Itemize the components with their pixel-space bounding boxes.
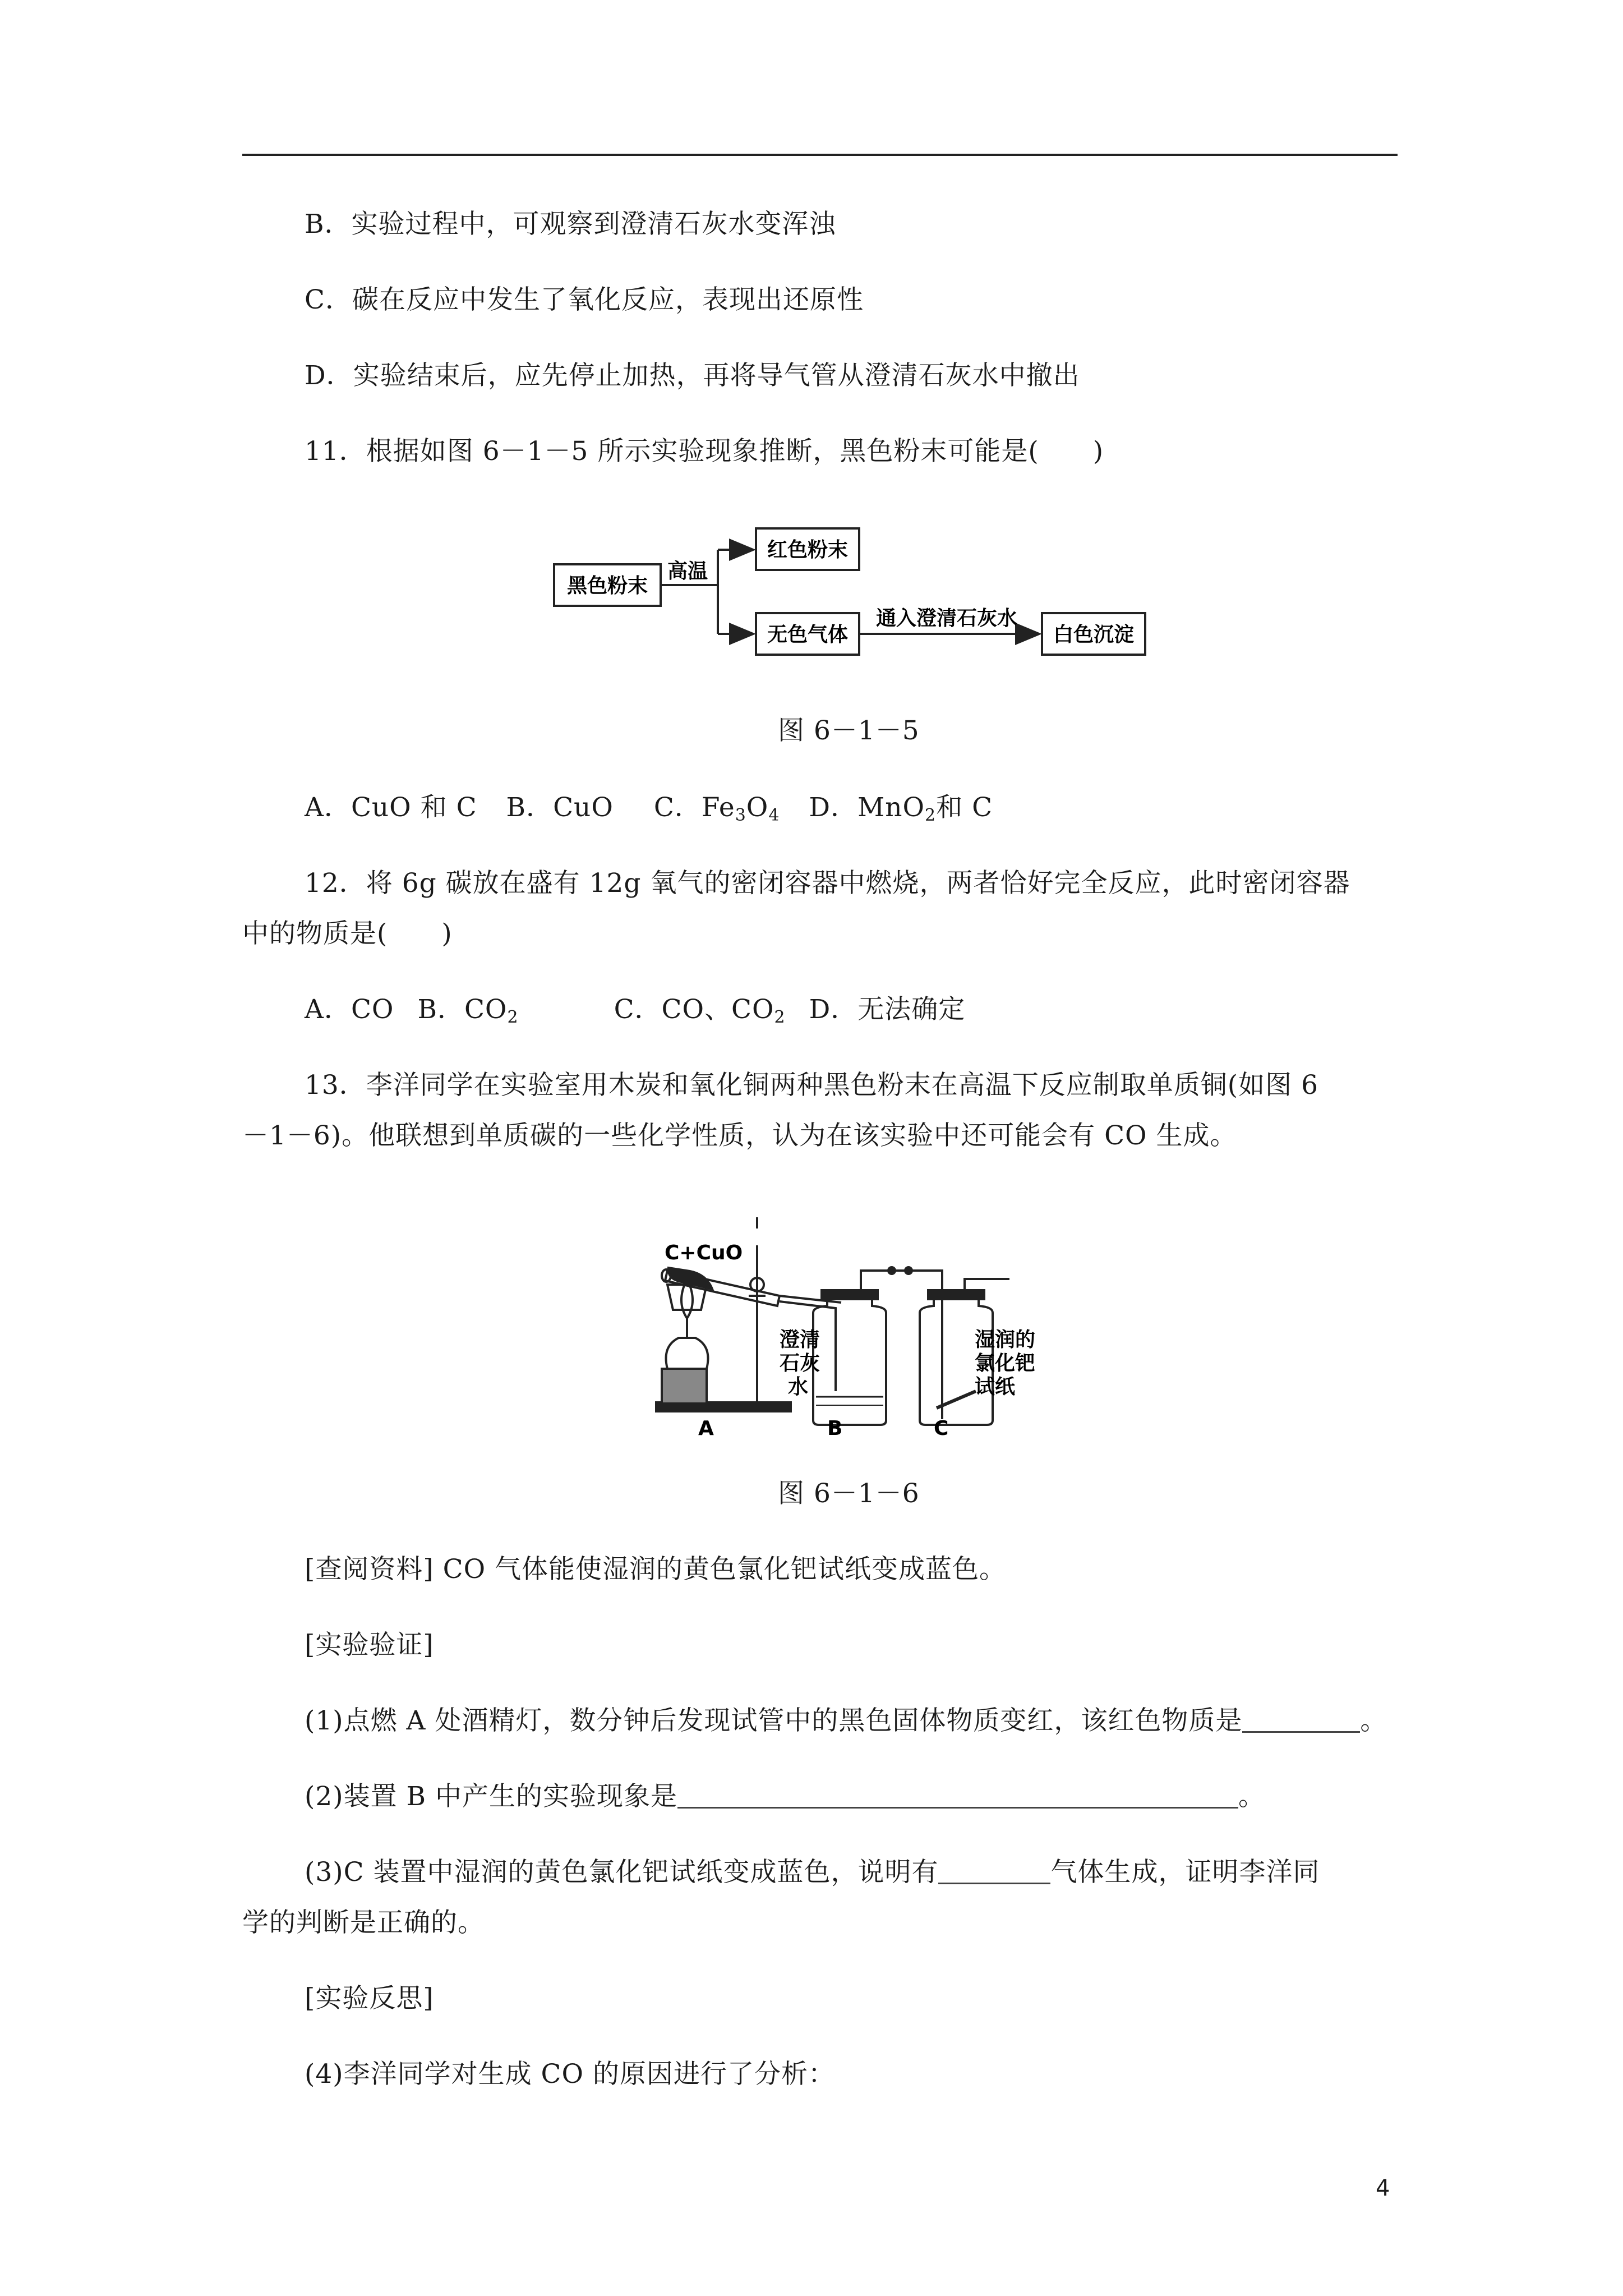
- question-13-part-3: (3)C 装置中湿润的黄色氯化钯试纸变成蓝色，说明有 气体生成，证明李洋同: [305, 1857, 1320, 1888]
- option-11-a: A．CuO 和 C: [305, 792, 477, 823]
- box-colorless-gas-text: 无色气体: [767, 623, 849, 646]
- label-b: B: [827, 1417, 843, 1440]
- option-11-d: D．MnO$_2$和 C: [809, 792, 993, 825]
- reference-info: [查阅资料] CO 气体能使湿润的黄色氯化钯试纸变成蓝色。: [305, 1554, 1007, 1585]
- figure-6-1-5-caption: 图 6－1－5: [778, 715, 920, 746]
- box-black-powder-text: 黑色粉末: [566, 574, 648, 597]
- reagent-label: C+CuO: [665, 1241, 743, 1264]
- bottle-c-label-2: 氯化钯: [975, 1352, 1036, 1375]
- option-d-10: D．实验结束后，应先停止加热，再将导气管从澄清石灰水中撤出: [305, 360, 1080, 391]
- question-13-line1: 13．李洋同学在实验室用木炭和氧化铜两种黑色粉末在高温下反应制取单质铜(如图 6: [305, 1070, 1318, 1101]
- option-12-d: D．无法确定: [809, 994, 966, 1025]
- high-temp-label: 高温: [667, 560, 708, 583]
- bottle-b: [813, 1290, 886, 1425]
- figure-6-1-6-caption: 图 6－1－6: [778, 1478, 920, 1509]
- box-white-precipitate-text: 白色沉淀: [1053, 623, 1135, 646]
- bottle-b-label-1: 澄清: [780, 1328, 820, 1351]
- label-a: A: [698, 1417, 714, 1440]
- figure-6-1-5: [550, 522, 1150, 668]
- bottle-b-label-2: 石灰: [780, 1352, 820, 1375]
- header-rule: [242, 154, 1398, 156]
- lamp-block: [662, 1369, 707, 1404]
- question-13-part-2: (2)装置 B 中产生的实验现象是 。: [305, 1781, 1265, 1812]
- option-12-c: C．CO、$CO_2$: [614, 994, 786, 1027]
- option-11-c: C．$Fe_3O_4$: [653, 792, 780, 825]
- label-c: C: [934, 1417, 949, 1440]
- alcohol-lamp: [666, 1338, 708, 1369]
- box-red-powder-text: 红色粉末: [767, 539, 849, 562]
- question-13-part-3-cont: 学的判断是正确的。: [242, 1907, 485, 1938]
- question-13-part-4: (4)李洋同学对生成 CO 的原因进行了分析：: [305, 2059, 835, 2090]
- answer-blank-3[interactable]: [938, 1857, 1050, 1884]
- answer-blank-1[interactable]: [1242, 1705, 1360, 1733]
- question-13-part-1: (1)点燃 A 处酒精灯，数分钟后发现试管中的黑色固体物质变红，该红色物质是 。: [305, 1705, 1387, 1736]
- section-reflect: [实验反思]: [305, 1983, 434, 2014]
- limewater-arrow-label: 通入澄清石灰水: [875, 607, 1018, 630]
- option-11-b: B．CuO: [506, 792, 614, 823]
- question-11: 11．根据如图 6－1－5 所示实验现象推断，黑色粉末可能是( ): [305, 436, 1104, 467]
- answer-blank-2[interactable]: [677, 1781, 1238, 1809]
- options-11: [305, 791, 993, 832]
- options-12: [305, 993, 965, 1034]
- option-12-b: B．$CO_2$: [417, 994, 519, 1027]
- option-12-a: A．CO: [305, 994, 394, 1025]
- question-13-line2: －1－6)。他联想到单质碳的一些化学性质，认为在该实验中还可能会有 CO 生成。: [242, 1120, 1237, 1151]
- bottle-c-label-1: 湿润的: [975, 1328, 1036, 1351]
- figure-6-1-6: [645, 1212, 1082, 1442]
- section-verify: [实验验证]: [305, 1630, 434, 1660]
- bottle-b-label-3: 水: [788, 1375, 809, 1398]
- page-number: 4: [1376, 2175, 1390, 2201]
- question-12-line1: 12．将 6g 碳放在盛有 12g 氧气的密闭容器中燃烧，两者恰好完全反应，此时密闭容器: [305, 868, 1350, 899]
- option-c-10: C．碳在反应中发生了氧化反应，表现出还原性: [305, 284, 864, 315]
- bottle-c-label-3: 试纸: [975, 1375, 1016, 1398]
- question-12-line2: 中的物质是( ): [242, 918, 453, 949]
- option-b-10: B．实验过程中，可观察到澄清石灰水变浑浊: [305, 209, 836, 240]
